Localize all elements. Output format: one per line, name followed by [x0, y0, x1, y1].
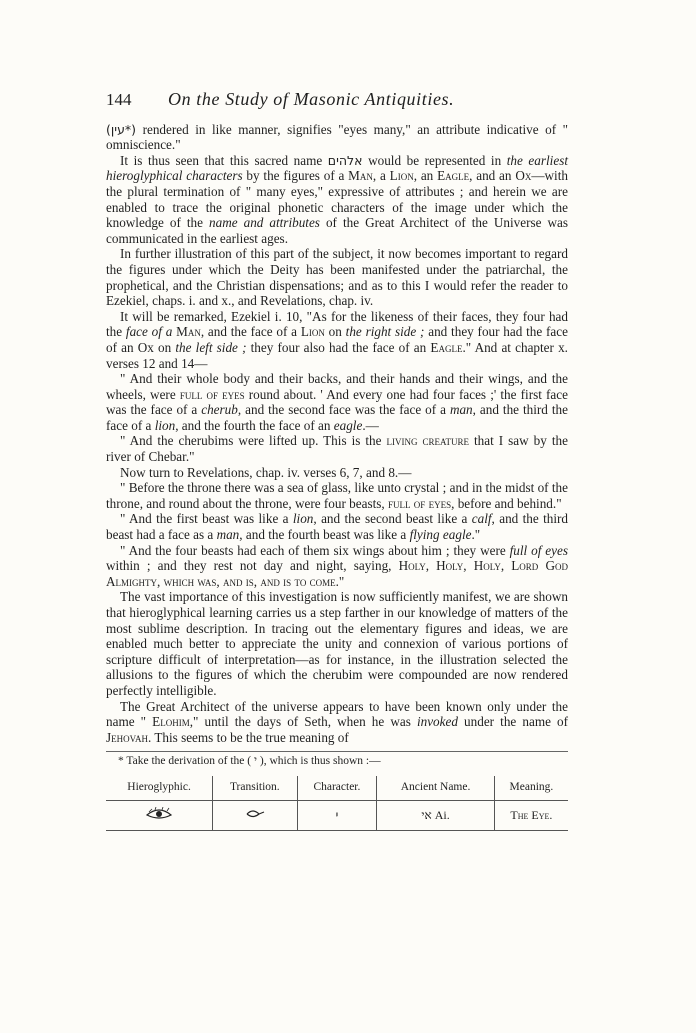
paragraph-10: " And the four beasts had each of them six wings about him ; they were full of eyes within ; and they rest not day and night, saying, Holy, Holy, Holy, Lord God Almighty, which was, and is, and is to come." — [106, 542, 568, 589]
page-number: 144 — [106, 90, 132, 109]
col-meaning: Meaning. — [494, 776, 568, 800]
col-character: Character. — [297, 776, 377, 800]
cell-hieroglyphic — [106, 800, 213, 831]
page — [106, 89, 569, 831]
col-hieroglyphic: Hieroglyphic. — [106, 776, 213, 800]
paragraph-9: " And the first beast was like a lion, and the second beast like a calf, and the third beast had a face as a man, and the fourth beast was like a flying eagle." — [106, 511, 569, 543]
running-head — [106, 89, 568, 109]
eye-icon — [146, 807, 172, 826]
hebrew-word: (עין*) — [106, 121, 137, 137]
hebrew-name: אלהים — [327, 152, 363, 168]
paragraph-11: The vast importance of this investigation is now sufficiently manifest, we are shown that hieroglyphical learning carries us a step farther in our knowledge of matters of the most sublime description. In tracing out the elementary figures and ideas, we are enabled much better to appreciate the unity and connexion of various portions of scripture difficult of interpretation—as for instance, in the illustration selected the allusions to the figures of which the cherubim were compounded are now rendered perfectly intelligible. — [106, 589, 568, 698]
cell-character: י — [297, 800, 377, 831]
paragraph-2: It is thus seen that this sacred name אלהים would be represented in the earliest hieroglyphical characters by the figures of a Man, a Lion, an Eagle, and an Ox—with the plural termination of " many eyes," expressive of attributes ; and herein we are enabled to trace the original phonetic characters of the image under which the knowledge of the name and attributes of the Great Architect of the Universe was communicated in the earliest ages. — [106, 152, 568, 246]
eye-transition-icon — [245, 808, 265, 825]
paragraph-8: " Before the throne there was a sea of glass, like unto crystal ; and in the midst of the throne, and round about the throne, were four beasts, full of eyes, before and behind." — [106, 480, 568, 511]
paragraph-12: The Great Architect of the universe appears to have been known only under the name " Elohim," until the days of Seth, when he was invoked under the name of Jehovah. This seems to be the true meaning of — [106, 698, 569, 745]
paragraph-7: Now turn to Revelations, chap. iv. verses 6, 7, and 8.— — [120, 464, 412, 480]
col-transition: Transition. — [213, 776, 297, 800]
paragraph-6: " And the cherubims were lifted up. This is the living creature that I saw by the river of Chebar." — [106, 433, 568, 465]
col-ancient-name: Ancient Name. — [377, 776, 495, 800]
paragraph-5: " And their whole body and their backs, and their hands and their wings, and the wheels, were full of eyes round about. ' And every one had four faces ;' the first face was the face of a cherub, and the second face was the face of a man, and the third the face of a lion, and the fourth the face of an eagle.— — [106, 371, 568, 433]
cell-ancient-name: אי Ai. — [377, 800, 495, 831]
running-title: On the Study of Masonic Antiquities. — [168, 89, 455, 109]
paragraph-3: In further illustration of this part of the subject, it now becomes important to regard the figures under which the Deity has been manifested under the patriarchal, the prophetical, and the Christian dispensations; and as to this I would refer the reader to Ezekiel, chaps. i. and x., and Revelations, chap. iv. — [106, 246, 568, 309]
footnote-intro: * Take the derivation of the ( י ), which is thus shown :— — [118, 755, 381, 768]
footnote-table — [106, 776, 568, 831]
footnote-rule — [106, 751, 568, 752]
footnote-table-row — [106, 800, 568, 831]
cell-transition — [213, 800, 297, 831]
footnote-table-header — [106, 776, 568, 800]
paragraph-1: (עין*) rendered in like manner, signifies "eyes many," an attribute indicative of " omniscience." — [106, 121, 568, 153]
paragraph-4: It will be remarked, Ezekiel i. 10, "As for the likeness of their faces, they four had the face of a Man, and the face of a Lion on the right side ; and they four had the face of an Ox on the left side ; they four also had the face of an Eagle." And at chapter x. verses 12 and 14— — [106, 308, 568, 371]
cell-meaning: The Eye. — [494, 800, 568, 831]
